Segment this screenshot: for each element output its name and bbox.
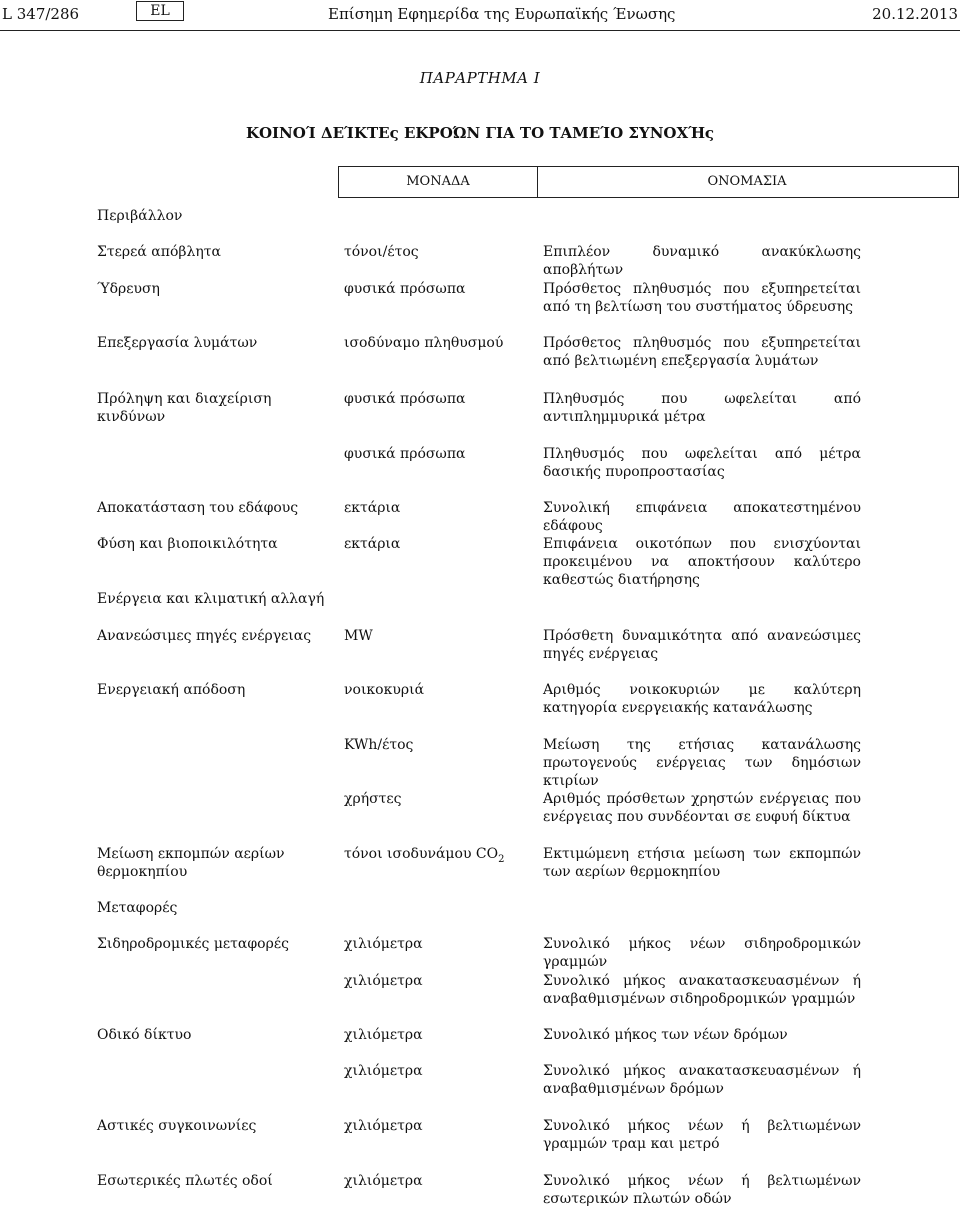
row-name: Πληθυσμός που ωφελείται από μέτρα δασικής πυροπροστασίας: [543, 446, 861, 480]
language-badge: EL: [136, 1, 184, 21]
row-name: Συνολικό μήκος νέων ή βελτιωμένων εσωτερικών πλωτών οδών: [543, 1173, 861, 1207]
row-category: Φύση και βιοποικιλότητα: [97, 536, 278, 552]
row-unit: χιλιόμετρα: [344, 1118, 423, 1134]
row-unit: φυσικά πρόσωπα: [344, 281, 466, 297]
row-name: Πρόσθετη δυναμικότητα από ανανεώσιμες πηγές ενέργειας: [543, 628, 861, 662]
row-unit: χιλιόμετρα: [344, 936, 423, 952]
journal-title: Επίσημη Εφημερίδα της Ευρωπαϊκής Ένωσης: [328, 5, 676, 23]
page-reference: L 347/286: [2, 5, 80, 23]
row-unit: χρήστες: [344, 791, 402, 807]
row-category: Πρόληψη και διαχείριση κινδύνων: [97, 391, 272, 425]
row-name: Επιπλέον δυναμικό ανακύκλωσης αποβλήτων: [543, 244, 861, 278]
row-name: Συνολικό μήκος νέων ή βελτιωμένων γραμμών τραμ και μετρό: [543, 1118, 861, 1152]
row-category: Αστικές συγκοινωνίες: [97, 1118, 257, 1134]
page-header: [0, 0, 960, 31]
row-name: Συνολικό μήκος νέων σιδηροδρομικών γραμμών: [543, 936, 861, 970]
row-category: Ύδρευση: [97, 281, 160, 297]
row-unit: χιλιόμετρα: [344, 1027, 423, 1043]
row-category: Στερεά απόβλητα: [97, 244, 221, 260]
row-unit: τόνοι/έτος: [344, 244, 419, 260]
unit-text: τόνοι ισοδυνάμου CO: [344, 846, 499, 862]
row-unit: [344, 845, 534, 869]
row-unit: φυσικά πρόσωπα: [344, 391, 466, 407]
row-name: Επιφάνεια οικοτόπων που ενισχύονται προκειμένου να αποκτήσουν καλύτερο καθεστώς διατήρησης: [543, 536, 861, 588]
row-name: Συνολικό μήκος ανακατασκευασμένων ή αναβαθμισμένων σιδηροδρομικών γραμμών: [543, 973, 861, 1007]
row-unit: χιλιόμετρα: [344, 1173, 423, 1189]
row-name: Εκτιμώμενη ετήσια μείωση των εκπομπών των αερίων θερμοκηπίου: [543, 846, 861, 880]
row-category: Αποκατάσταση του εδάφους: [97, 500, 299, 516]
row-name: Πρόσθετος πληθυσμός που εξυπηρετείται από τη βελτίωση του συστήματος ύδρευσης: [543, 281, 861, 315]
unit-subscript: 2: [498, 854, 505, 865]
row-unit: νοικοκυριά: [344, 682, 425, 698]
column-header-unit: ΜΟΝΑΔΑ: [338, 166, 538, 198]
row-unit: φυσικά πρόσωπα: [344, 446, 466, 462]
section-heading: Μεταφορές: [97, 900, 178, 916]
row-category: Εσωτερικές πλωτές οδοί: [97, 1173, 273, 1189]
section-heading: Περιβάλλον: [97, 208, 183, 224]
row-name: Πρόσθετος πληθυσμός που εξυπηρετείται από βελτιωμένη επεξεργασία λυμάτων: [543, 335, 861, 369]
row-category: Ενεργειακή απόδοση: [97, 682, 246, 698]
row-name: Πληθυσμός που ωφελείται από αντιπλημμυρικά μέτρα: [543, 391, 861, 425]
page-heading: ΚΟΙΝΟΊ ΔΕΊΚΤΕς ΕΚΡΟΏΝ ΓΙΑ ΤΟ ΤΑΜΕΊΟ ΣΥΝΟΧΉς: [245, 124, 715, 142]
row-category: Μείωση εκπομπών αερίων θερμοκηπίου: [97, 846, 285, 880]
row-name: Συνολικό μήκος ανακατασκευασμένων ή αναβαθμισμένων δρόμων: [543, 1063, 861, 1097]
row-name: Μείωση της ετήσιας κατανάλωσης πρωτογενούς ενέργειας των δημόσιων κτιρίων: [543, 737, 861, 789]
row-category: Επεξεργασία λυμάτων: [97, 335, 258, 351]
column-header-name: ΟΝΟΜΑΣΙΑ: [536, 166, 959, 198]
row-unit: ισοδύναμο πληθυσμού: [344, 335, 504, 351]
row-unit: χιλιόμετρα: [344, 973, 423, 989]
row-unit: MW: [344, 628, 373, 644]
publication-date: 20.12.2013: [872, 5, 958, 23]
row-unit: KWh/έτος: [344, 737, 414, 753]
row-name: Αριθμός πρόσθετων χρηστών ενέργειας που ενέργειας που συνδέονται σε ευφυή δίκτυα: [543, 791, 861, 825]
section-heading: Ενέργεια και κλιματική αλλαγή: [97, 591, 325, 607]
row-name: Συνολικό μήκος των νέων δρόμων: [543, 1027, 788, 1043]
row-category: Σιδηροδρομικές μεταφορές: [97, 936, 289, 952]
row-unit: εκτάρια: [344, 500, 401, 516]
row-category: Οδικό δίκτυο: [97, 1027, 192, 1043]
row-unit: χιλιόμετρα: [344, 1063, 423, 1079]
row-category: Ανανεώσιμες πηγές ενέργειας: [97, 628, 312, 644]
row-name: Αριθμός νοικοκυριών με καλύτερη κατηγορία ενεργειακής κατανάλωσης: [543, 682, 861, 716]
annex-title: ΠΑΡΑΡΤΗΜΑ I: [419, 69, 541, 87]
row-name: Συνολική επιφάνεια αποκατεστημένου εδάφους: [543, 500, 861, 534]
row-unit: εκτάρια: [344, 536, 401, 552]
